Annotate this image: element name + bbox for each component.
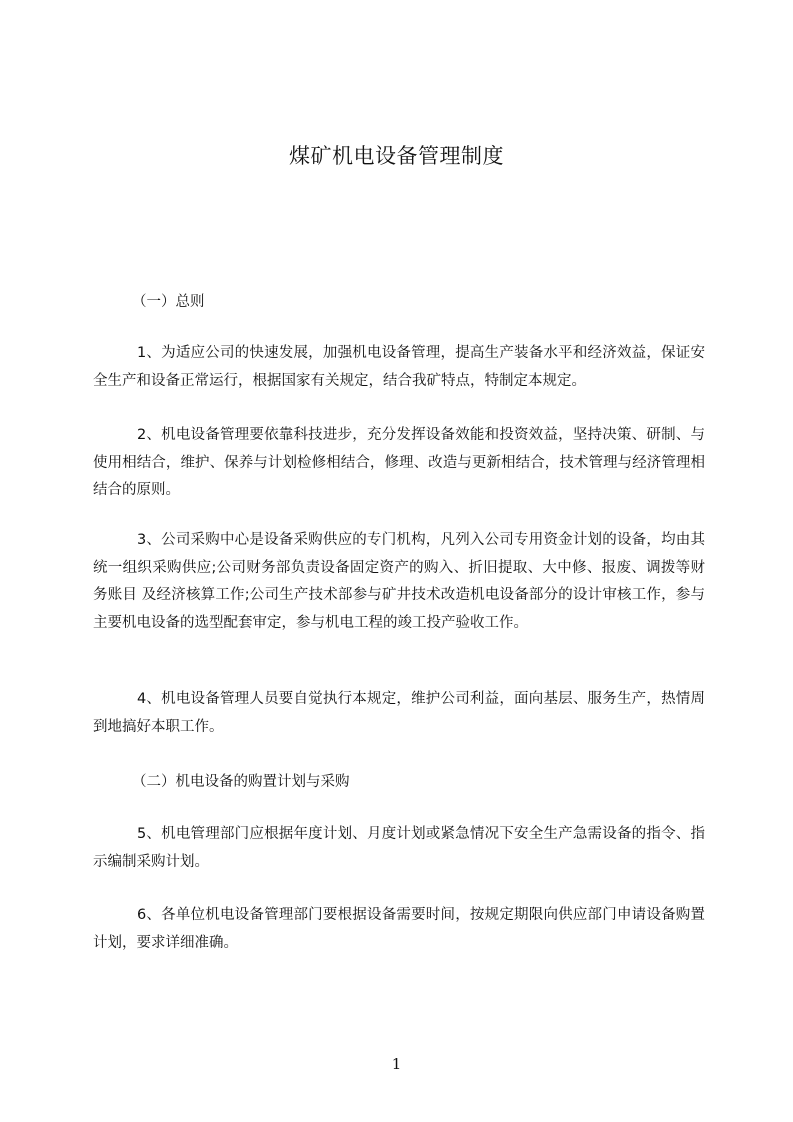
- section-heading-procurement: （二）机电设备的购置计划与采购: [132, 774, 350, 790]
- document-title: 煤矿机电设备管理制度: [289, 144, 504, 168]
- paragraph-2: 2、机电设备管理要依靠科技进步，充分发挥设备效能和投资效益，坚持决策、研制、与使用相结合，维护、保养与计划检修相结合，修理、改造与更新相结合，技术管理与经济管理相结合的原则。: [93, 427, 705, 498]
- paragraph-6: 6、各单位机电设备管理部门要根据设备需要时间，按规定期限向供应部门申请设备购置计划，要求详细准确。: [93, 907, 705, 951]
- paragraph-4: 4、机电设备管理人员要自觉执行本规定，维护公司利益，面向基层、服务生产，热情周到地搞好本职工作。: [93, 691, 705, 735]
- page-number: 1: [391, 1055, 402, 1073]
- paragraph-1: 1、为适应公司的快速发展，加强机电设备管理，提高生产装备水平和经济效益，保证安全生产和设备正常运行，根据国家有关规定，结合我矿特点，特制定本规定。: [93, 345, 705, 389]
- paragraph-3: 3、公司采购中心是设备采购供应的专门机构，凡列入公司专用资金计划的设备，均由其统一组织采购供应;公司财务部负责设备固定资产的购入、折旧提取、大中修、报废、调拨等财务账目 及经济核算工作;公司生产技术部参与矿井技术改造机电设备部分的设计审核工作，参与主要机电设备的选型配套审定，参与机电工程的竣工投产验收工作。: [93, 532, 705, 631]
- section-heading-general: （一）总则: [132, 294, 205, 310]
- paragraph-5: 5、机电管理部门应根据年度计划、月度计划或紧急情况下安全生产急需设备的指令、指示编制采购计划。: [93, 826, 705, 870]
